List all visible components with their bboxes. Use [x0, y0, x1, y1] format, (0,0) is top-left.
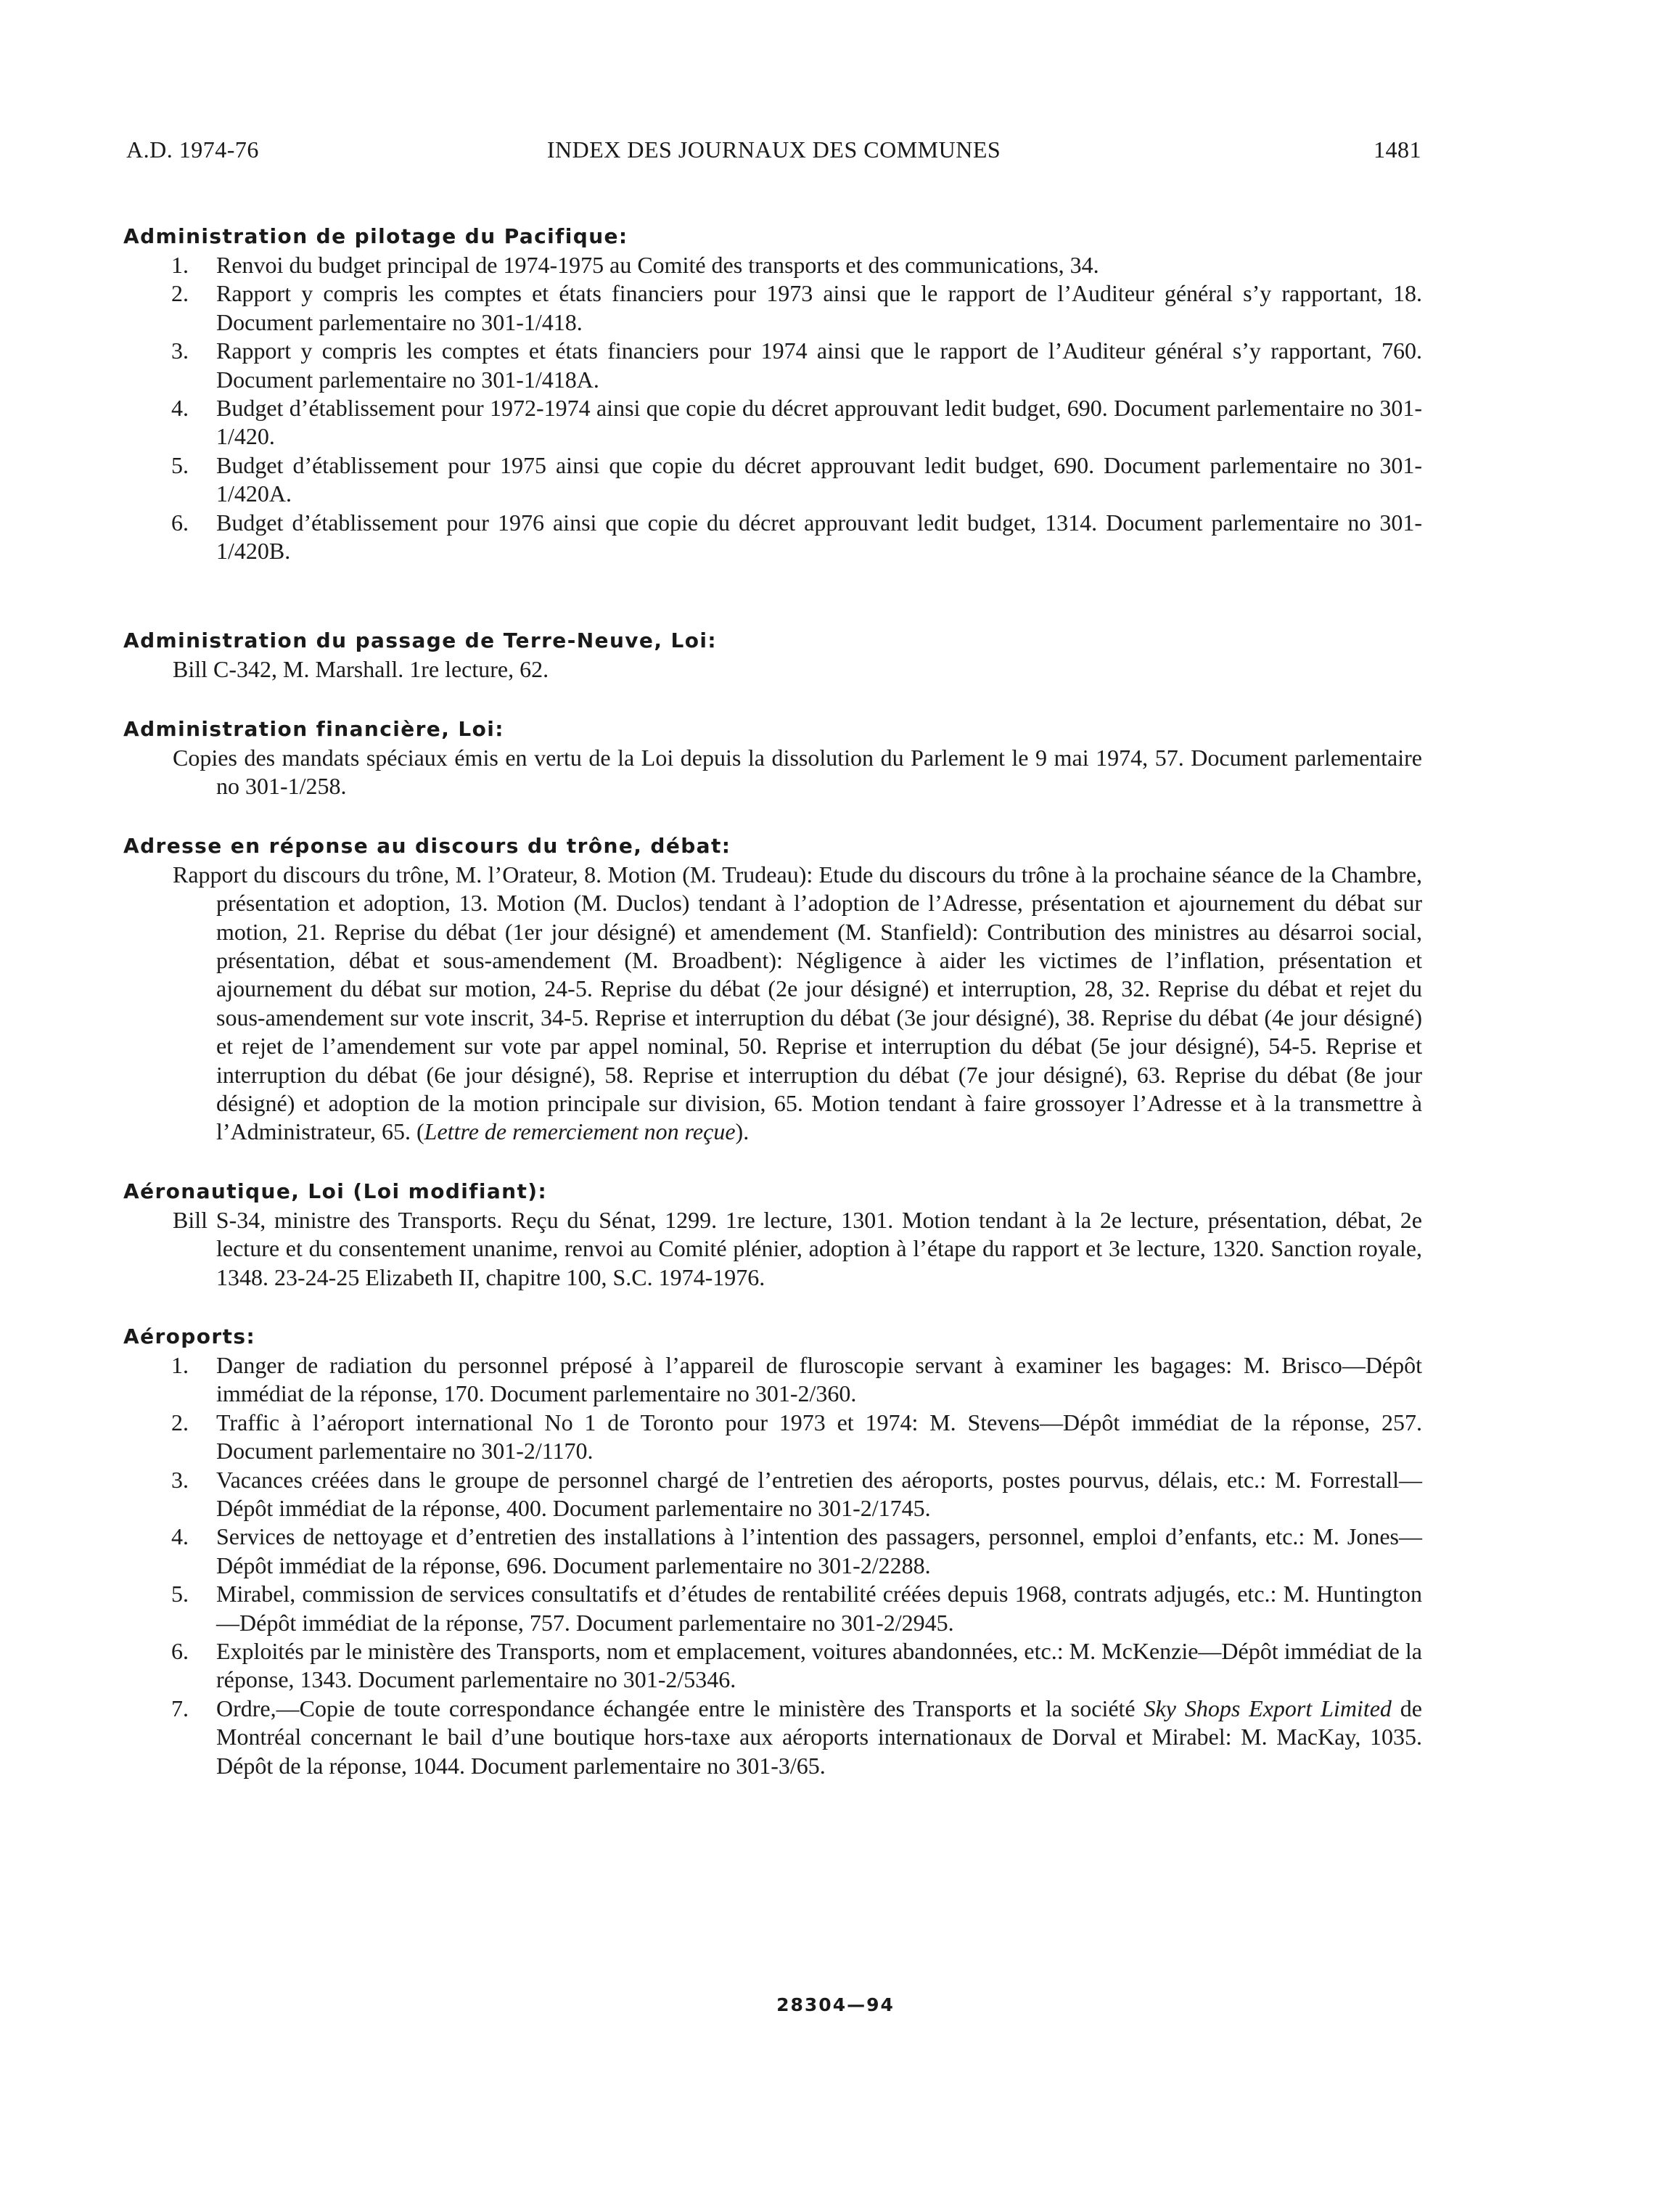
item-number: 3. [171, 337, 189, 364]
list-item [123, 451, 1422, 509]
list-item [123, 1637, 1422, 1695]
item-text: Traffic à l’aéroport international No 1 de Toronto pour 1973 et 1974: M. Stevens—Dépôt immédiat de la réponse, 257. Document parlementaire no 301-2/1170. [216, 1409, 1422, 1465]
item-number: 6. [171, 509, 189, 536]
entry-heading: Adresse en réponse au discours du trône, débat: [123, 833, 731, 858]
item-number: 6. [171, 1638, 189, 1665]
item-number: 7. [171, 1695, 189, 1721]
entry-heading: Administration de pilotage du Pacifique: [123, 224, 628, 248]
index-entry-aeroports [123, 1322, 1422, 1780]
index-entry-administration-financiere [123, 715, 1422, 801]
entry-list [123, 251, 1422, 565]
item-text: Mirabel, commission de services consultatifs et d’études de rentabilité créées depuis 1968, contrats adjugés, etc.: M. Huntington—Dépôt immédiat de la réponse, 757. Document parlementaire no 301-2/2945. [216, 1581, 1422, 1636]
entry-heading: Aéroports: [123, 1324, 256, 1348]
list-item [123, 1466, 1422, 1523]
list-item [123, 509, 1422, 566]
item-text-post: de Montréal concernant le bail d’une boutique hors-taxe aux aéroports internationaux de Dorval et Mirabel: M. MacKay, 1035. Dépôt de la réponse, 1044. Document parlementaire no 301-3/65. [216, 1695, 1423, 1779]
list-item [123, 1695, 1422, 1780]
item-text: Rapport y compris les comptes et états financiers pour 1973 ainsi que le rapport de l’Auditeur général s’y rapportant, 18. Document parlementaire no 301-1/418. [216, 280, 1422, 335]
list-item [123, 337, 1422, 394]
entry-body: Bill S-34, ministre des Transports. Reçu du Sénat, 1299. 1re lecture, 1301. Motion tendant à la 2e lecture, présentation, débat, 2e lecture et du consentement unanime, renvoi au Comité plénier, adoption à l’étape du rapport et 3e lecture, 1320. Sanction royale, 1348. 23-24-25 Elizabeth II, chapitre 100, S.C. 1974-1976. [173, 1206, 1422, 1290]
item-text: Renvoi du budget principal de 1974-1975 au Comité des transports et des communications, 34. [216, 252, 1099, 278]
item-text: Exploités par le ministère des Transports, nom et emplacement, voitures abandonnées, etc.: M. McKenzie—Dépôt immédiat de la réponse, 1343. Document parlementaire no 301-2/5346. [216, 1638, 1422, 1693]
running-head [126, 136, 1421, 168]
item-number: 2. [171, 280, 189, 307]
entry-body: Rapport du discours du trône, M. l’Orateur, 8. Motion (M. Trudeau): Etude du discours du trône à la prochaine séance de la Chambre, présentation et adoption, 13. Motion (M. Duclos) tendant à l’adoption de l’Adresse, présentation et ajournement du débat sur motion, 21. Reprise du débat (1er jour désigné) et amendement (M. Stanfield): Contribution des ministres au désarroi social, présentation, débat et sous-amendement (M. Broadbent): Négligence à aider les victimes de l’inflation, présentation et ajournement du débat sur motion, 24-5. Reprise du débat (2e jour désigné) et interruption, 28, 32. Reprise du débat et rejet du sous-amendement sur vote inscrit, 34-5. Reprise et interruption du débat (3e jour désigné), 38. Reprise du débat (4e jour désigné) et rejet de l’amendement sur vote par appel nominal, 50. Reprise et interruption du débat (5e jour désigné), 54-5. Reprise et interruption du débat (6e jour désigné), 58. Reprise et interruption du débat (7e jour désigné), 63. Reprise du débat (8e jour désigné) et adoption de la motion principale sur division, 65. Motion tendant à faire grossoyer l’Adresse et à la transmettre à l’Administrateur, 65. (Lettre de remerciement non reçue). [173, 861, 1422, 1145]
item-number: 4. [171, 395, 189, 422]
entry-body-text: Rapport du discours du trône, M. l’Orateur, 8. Motion (M. Trudeau): Etude du discours du trône à la prochaine séance de la Chambre, présentation et adoption, 13. Motion (M. Duclos) tendant à l’adoption de l’Adresse, présentation et ajournement du débat sur motion, 21. Reprise du débat (1er jour désigné) et amendement (M. Stanfield): Contribution des ministres au désarroi social, présentation, débat et sous-amendement (M. Broadbent): Négligence à aider les victimes de l’inflation, présentation et ajournement du débat sur motion, 24-5. Reprise du débat (2e jour désigné) et interruption, 28, 32. Reprise du débat et rejet du sous-amendement sur vote inscrit, 34-5. Reprise et interruption du débat (3e jour désigné), 38. Reprise du débat (4e jour désigné) et rejet de l’amendement sur vote par appel nominal, 50. Reprise et interruption du débat (5e jour désigné), 54-5. Reprise et interruption du débat (6e jour désigné), 58. Reprise et interruption du débat (7e jour désigné), 63. Reprise du débat (8e jour désigné) et adoption de la motion principale sur division, 65. Motion tendant à faire grossoyer l’Adresse et à la transmettre à l’Administrateur, 65. [173, 861, 1422, 1145]
header-years: A.D. 1974-76 [126, 136, 259, 163]
entry-body-tail: ). [735, 1118, 750, 1145]
list-item [123, 1523, 1422, 1580]
page-number: 1481 [1374, 136, 1421, 163]
list-item [123, 251, 1422, 279]
list-item [123, 1351, 1422, 1409]
entry-heading: Administration financière, Loi: [123, 716, 504, 741]
item-number: 1. [171, 1351, 189, 1378]
item-text: Services de nettoyage et d’entretien des installations à l’intention des passagers, personnel, emploi d’enfants, etc.: M. Jones—Dépôt immédiat de la réponse, 696. Document parlementaire no 301-2/2288. [216, 1523, 1422, 1578]
list-item [123, 394, 1422, 451]
item-text: Budget d’établissement pour 1975 ainsi que copie du décret approuvant ledit budget, 690. Document parlementaire no 301-1/420A. [216, 451, 1422, 507]
index-entry-passage-terre-neuve [123, 626, 1422, 684]
item-number: 1. [171, 252, 189, 278]
entry-body: Bill C-342, M. Marshall. 1re lecture, 62. [173, 656, 549, 683]
header-title: INDEX DES JOURNAUX DES COMMUNES [546, 136, 1001, 163]
index-entry-adresse-discours-trone [123, 832, 1422, 1147]
item-text: Rapport y compris les comptes et états financiers pour 1974 ainsi que le rapport de l’Auditeur général s’y rapportant, 760. Document parlementaire no 301-1/418A. [216, 337, 1422, 393]
list-item [123, 1409, 1422, 1466]
entry-body: Copies des mandats spéciaux émis en vertu de la Loi depuis la dissolution du Parlement le 9 mai 1974, 57. Document parlementaire no 301-1/258. [173, 744, 1422, 800]
list-item [123, 1580, 1422, 1637]
entry-list [123, 1351, 1422, 1780]
item-number: 5. [171, 451, 189, 478]
index-content [123, 222, 1422, 1780]
item-text: Danger de radiation du personnel préposé à l’appareil de fluroscopie servant à examiner les bagages: M. Brisco—Dépôt immédiat de la réponse, 170. Document parlementaire no 301-2/360. [216, 1351, 1422, 1407]
item-text: Budget d’établissement pour 1972-1974 ainsi que copie du décret approuvant ledit budget, 690. Document parlementaire no 301-1/420. [216, 395, 1422, 450]
item-number: 4. [171, 1523, 189, 1550]
index-entry-pilotage-pacifique [123, 222, 1422, 565]
item-number: 3. [171, 1466, 189, 1493]
item-text: Vacances créées dans le groupe de personnel chargé de l’entretien des aéroports, postes pourvus, délais, etc.: M. Forrestall—Dépôt immédiat de la réponse, 400. Document parlementaire no 301-2/1745. [216, 1466, 1422, 1521]
item-text-italic: Sky Shops Export Limited [1144, 1695, 1392, 1721]
item-number: 2. [171, 1409, 189, 1435]
list-item [123, 279, 1422, 337]
item-number: 5. [171, 1581, 189, 1607]
entry-heading: Aéronautique, Loi (Loi modifiant): [123, 1179, 548, 1203]
entry-heading: Administration du passage de Terre-Neuve, Loi: [123, 628, 717, 653]
index-entry-aeronautique [123, 1177, 1422, 1292]
item-text-pre: Ordre,—Copie de toute correspondance échangée entre le ministère des Transports et la société [216, 1695, 1144, 1721]
printer-signature: 28304—94 [776, 1994, 895, 2015]
item-text: Budget d’établissement pour 1976 ainsi que copie du décret approuvant ledit budget, 1314. Document parlementaire no 301-1/420B. [216, 509, 1422, 565]
entry-body-italic: Lettre de remerciement non reçue [424, 1118, 736, 1145]
